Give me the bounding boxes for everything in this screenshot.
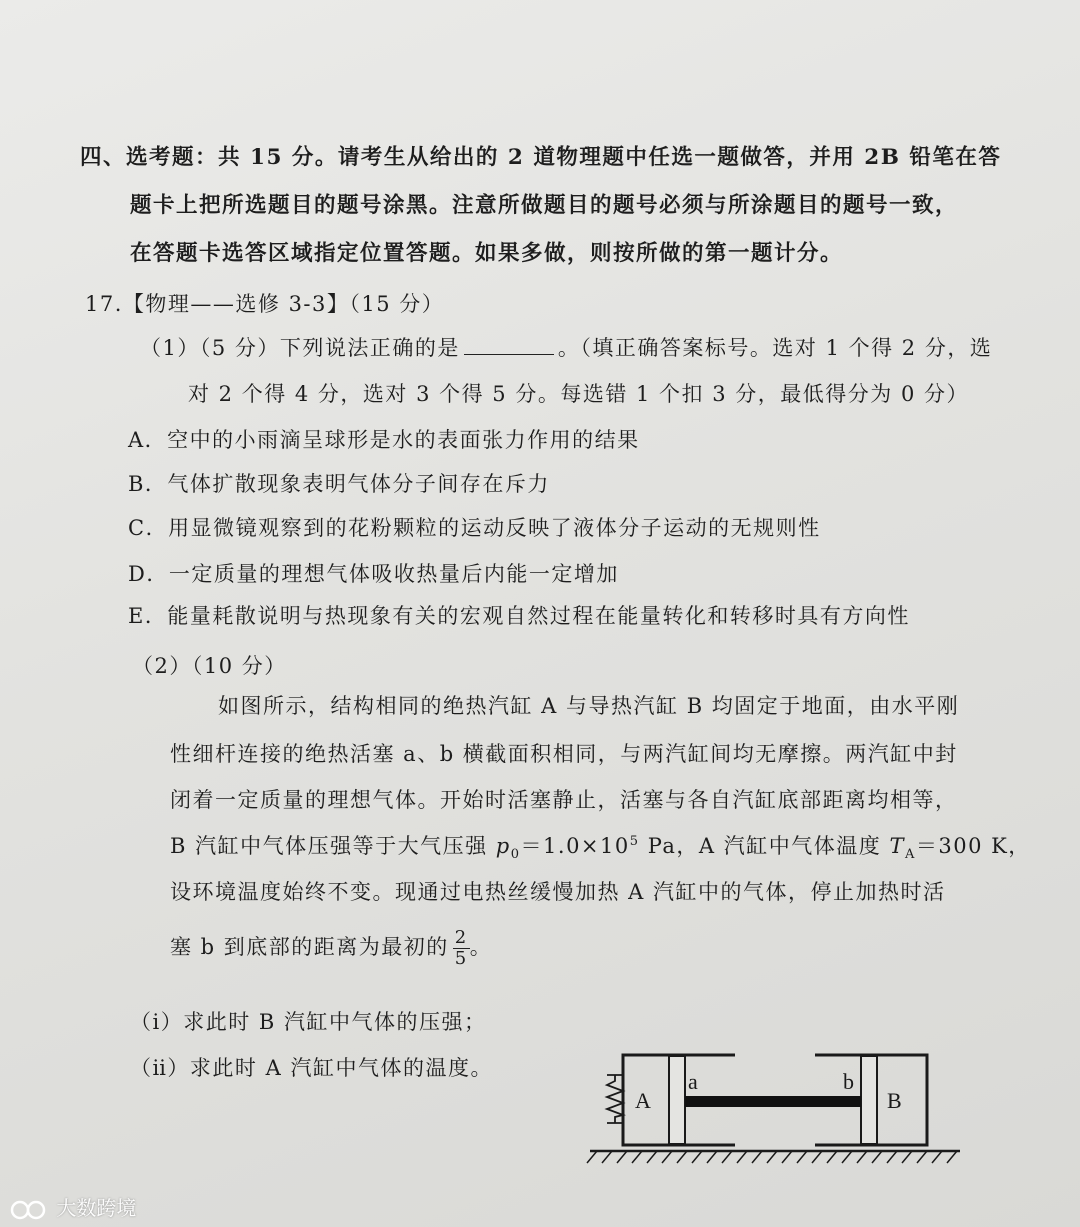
heating-wire (607, 1075, 623, 1123)
watermark-logo-icon (10, 1198, 50, 1222)
ground-hatching (587, 1151, 957, 1163)
part2-paragraph-line1: 如图所示，结构相同的绝热汽缸 A 与导热汽缸 B 均固定于地面，由水平刚 (218, 694, 960, 718)
question-17-heading: 17.【物理——选修 3-3】（15 分） (85, 292, 445, 316)
part1-line1 (140, 332, 992, 362)
watermark (10, 1192, 136, 1222)
part2-paragraph-line3: 闭着一定质量的理想气体。开始时活塞静止，活塞与各自汽缸底部距离均相等， (170, 788, 958, 812)
option-d: D．一定质量的理想气体吸收热量后内能一定增加 (128, 562, 619, 586)
answer-blank (464, 334, 554, 355)
piston-a (669, 1056, 685, 1144)
label-piston-a: a (688, 1069, 698, 1094)
option-b: B．气体扩散现象表明气体分子间存在斥力 (128, 472, 550, 496)
option-a: A．空中的小雨滴呈球形是水的表面张力作用的结果 (128, 428, 640, 452)
sub-question-ii: （ⅱ）求此时 A 汽缸中气体的温度。 (130, 1056, 493, 1080)
part2-heading: （2）（10 分） (132, 654, 287, 678)
part2-paragraph-line5: 设环境温度始终不变。现通过电热丝缓慢加热 A 汽缸中的气体，停止加热时活 (170, 880, 946, 904)
label-piston-b: b (843, 1069, 854, 1094)
label-cylinder-b: B (887, 1088, 902, 1113)
part1-prompt: （1）（5 分）下列说法正确的是 (140, 336, 460, 360)
cylinder-diagram (585, 1045, 970, 1175)
option-e: E．能量耗散说明与热现象有关的宏观自然过程在能量转化和转移时具有方向性 (128, 604, 910, 628)
option-c: C．用显微镜观察到的花粉颗粒的运动反映了液体分子运动的无规则性 (128, 516, 821, 540)
part2-paragraph-line4: B 汽缸中气体压强等于大气压强 $p_0=1.0\times 10^5$ Pa，A 汽缸中气体温度 $T_A=300$ K， (170, 834, 1031, 863)
section4-line2: 题卡上把所选题目的题号涂黑。注意所做题目的题号必须与所涂题目的题号一致， (130, 193, 959, 218)
part2-paragraph-line2: 性细杆连接的绝热活塞 a、b 横截面积相同，与两汽缸间均无摩擦。两汽缸中封 (170, 742, 958, 766)
section4-line1: 四、选考题：共 15 分。请考生从给出的 2 道物理题中任选一题做答，并用 2B 铅笔在答 (80, 145, 1002, 170)
section4-line3: 在答题卡选答区域指定位置答题。如果多做，则按所做的第一题计分。 (130, 241, 844, 266)
fraction-two-fifths: $\frac{2}{5}$ (454, 927, 468, 969)
watermark-text: 大数跨境 (56, 1196, 137, 1220)
piston-b (861, 1056, 877, 1144)
part1-line2: 对 2 个得 4 分，选对 3 个得 5 分。每选错 1 个扣 3 分，最低得分为 0 分） (188, 382, 969, 406)
sub-question-i: （ⅰ）求此时 B 汽缸中气体的压强； (130, 1010, 487, 1034)
connecting-rod (685, 1096, 861, 1107)
label-cylinder-a: A (635, 1088, 651, 1113)
part2-paragraph-line6: 塞 b 到底部的距离为最初的 $\frac{2}{5}$ 。 (170, 927, 493, 969)
part1-instructions: 。（填正确答案标号。选对 1 个得 2 分，选 (557, 336, 993, 360)
